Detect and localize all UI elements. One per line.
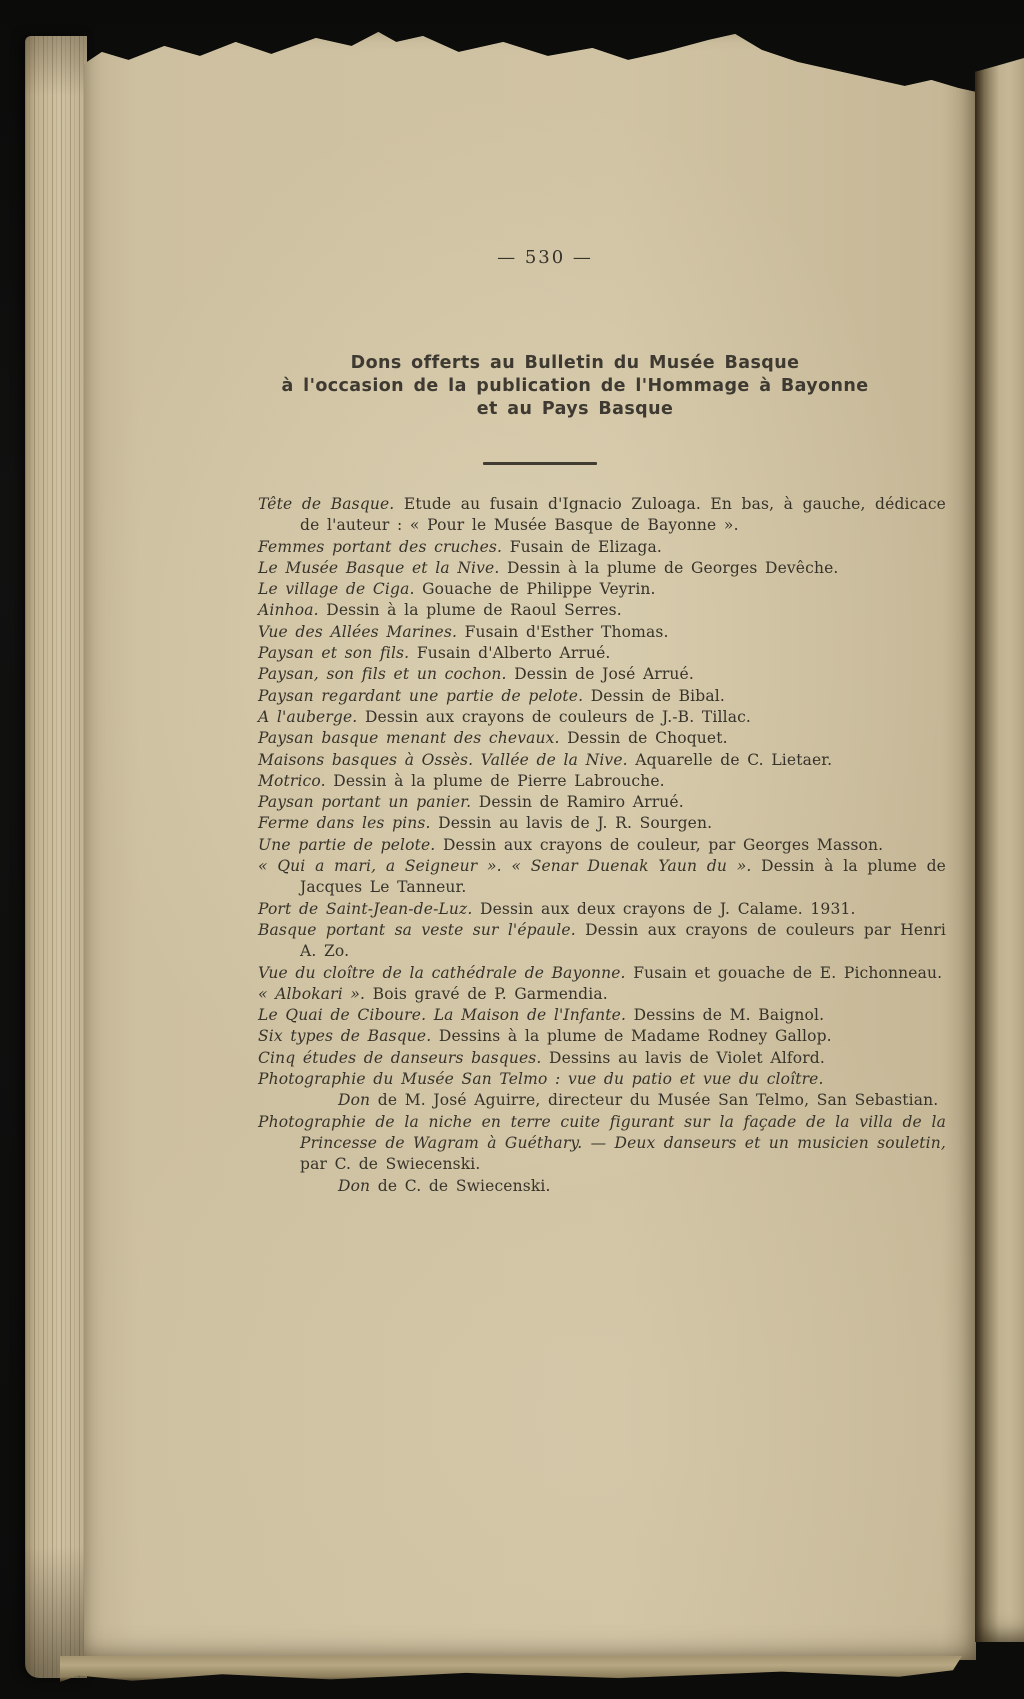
list-item: « Qui a mari, a Seigneur ». « Senar Duenak Yaun du ». Dessin à la plume de Jacques Le Tanneur. — [258, 857, 946, 897]
page-edges-stack — [25, 36, 87, 1678]
list-item: Ainhoa. Dessin à la plume de Raoul Serres. — [258, 601, 622, 620]
list-item: « Albokari ». Bois gravé de P. Garmendia. — [258, 984, 608, 1003]
title-divider-rule — [483, 462, 597, 465]
list-item: Photographie de la niche en terre cuite figurant sur la façade de la villa de la Princesse de Wagram à Guéthary. — Deux danseurs et un musicien souletin, par C. de Swiecenski. — [258, 1112, 946, 1174]
list-item: Paysan portant un panier. Dessin de Ramiro Arrué. — [258, 793, 684, 812]
page-number: — 530 — — [497, 247, 593, 268]
list-item: Cinq études de danseurs basques. Dessins au lavis de Violet Alford. — [258, 1048, 825, 1067]
list-item: Vue du cloître de la cathédrale de Bayonne. Fusain et gouache de E. Pichonneau. — [258, 963, 943, 982]
page-bottom-torn-edge — [60, 1656, 962, 1682]
donations-list — [258, 494, 946, 1197]
list-item: Ferme dans les pins. Dessin au lavis de J. R. Sourgen. — [258, 814, 713, 833]
list-item: Le village de Ciga. Gouache de Philippe Veyrin. — [258, 580, 656, 599]
list-item: A l'auberge. Dessin aux crayons de couleurs de J.-B. Tillac. — [258, 707, 751, 726]
list-item: Une partie de pelote. Dessin aux crayons de couleur, par Georges Masson. — [258, 835, 884, 854]
list-item: Paysan regardant une partie de pelote. Dessin de Bibal. — [258, 686, 725, 705]
title-line-2: à l'occasion de la publication de l'Hommage à Bayonne — [281, 376, 869, 396]
list-item: Port de Saint-Jean-de-Luz. Dessin aux deux crayons de J. Calame. 1931. — [258, 899, 856, 918]
list-item: Le Musée Basque et la Nive. Dessin à la plume de Georges Devêche. — [258, 558, 839, 577]
list-item: Six types de Basque. Dessins à la plume de Madame Rodney Gallop. — [258, 1027, 832, 1046]
list-item: Paysan, son fils et un cochon. Dessin de José Arrué. — [258, 665, 694, 684]
list-item: Motrico. Dessin à la plume de Pierre Labrouche. — [258, 771, 665, 790]
facing-page-edge — [975, 58, 1024, 1642]
list-item: Le Quai de Ciboure. La Maison de l'Infante. Dessins de M. Baignol. — [258, 1006, 825, 1025]
list-item: Basque portant sa veste sur l'épaule. Dessin aux crayons de couleurs par Henri A. Zo. — [258, 920, 946, 961]
section-title — [230, 352, 920, 421]
list-item: Femmes portant des cruches. Fusain de Elizaga. — [258, 537, 662, 556]
list-item: Don de C. de Swiecenski. — [338, 1176, 551, 1195]
list-item: Paysan et son fils. Fusain d'Alberto Arrué. — [258, 644, 611, 663]
title-line-3: et au Pays Basque — [476, 399, 674, 419]
list-item: Don de M. José Aguirre, directeur du Musée San Telmo, San Sebastian. — [338, 1091, 939, 1110]
list-item: Maisons basques à Ossès. Vallée de la Nive. Aquarelle de C. Lietaer. — [258, 750, 833, 769]
list-item: Tête de Basque. Etude au fusain d'Ignacio Zuloaga. En bas, à gauche, dédicace de l'auteur : « Pour le Musée Basque de Bayonne ». — [258, 495, 947, 535]
list-item: Paysan basque menant des chevaux. Dessin de Choquet. — [258, 729, 728, 748]
list-item: Photographie du Musée San Telmo : vue du patio et vue du cloître. — [258, 1070, 824, 1089]
list-item: Vue des Allées Marines. Fusain d'Esther Thomas. — [258, 622, 669, 641]
title-line-1: Dons offerts au Bulletin du Musée Basque — [350, 353, 800, 373]
